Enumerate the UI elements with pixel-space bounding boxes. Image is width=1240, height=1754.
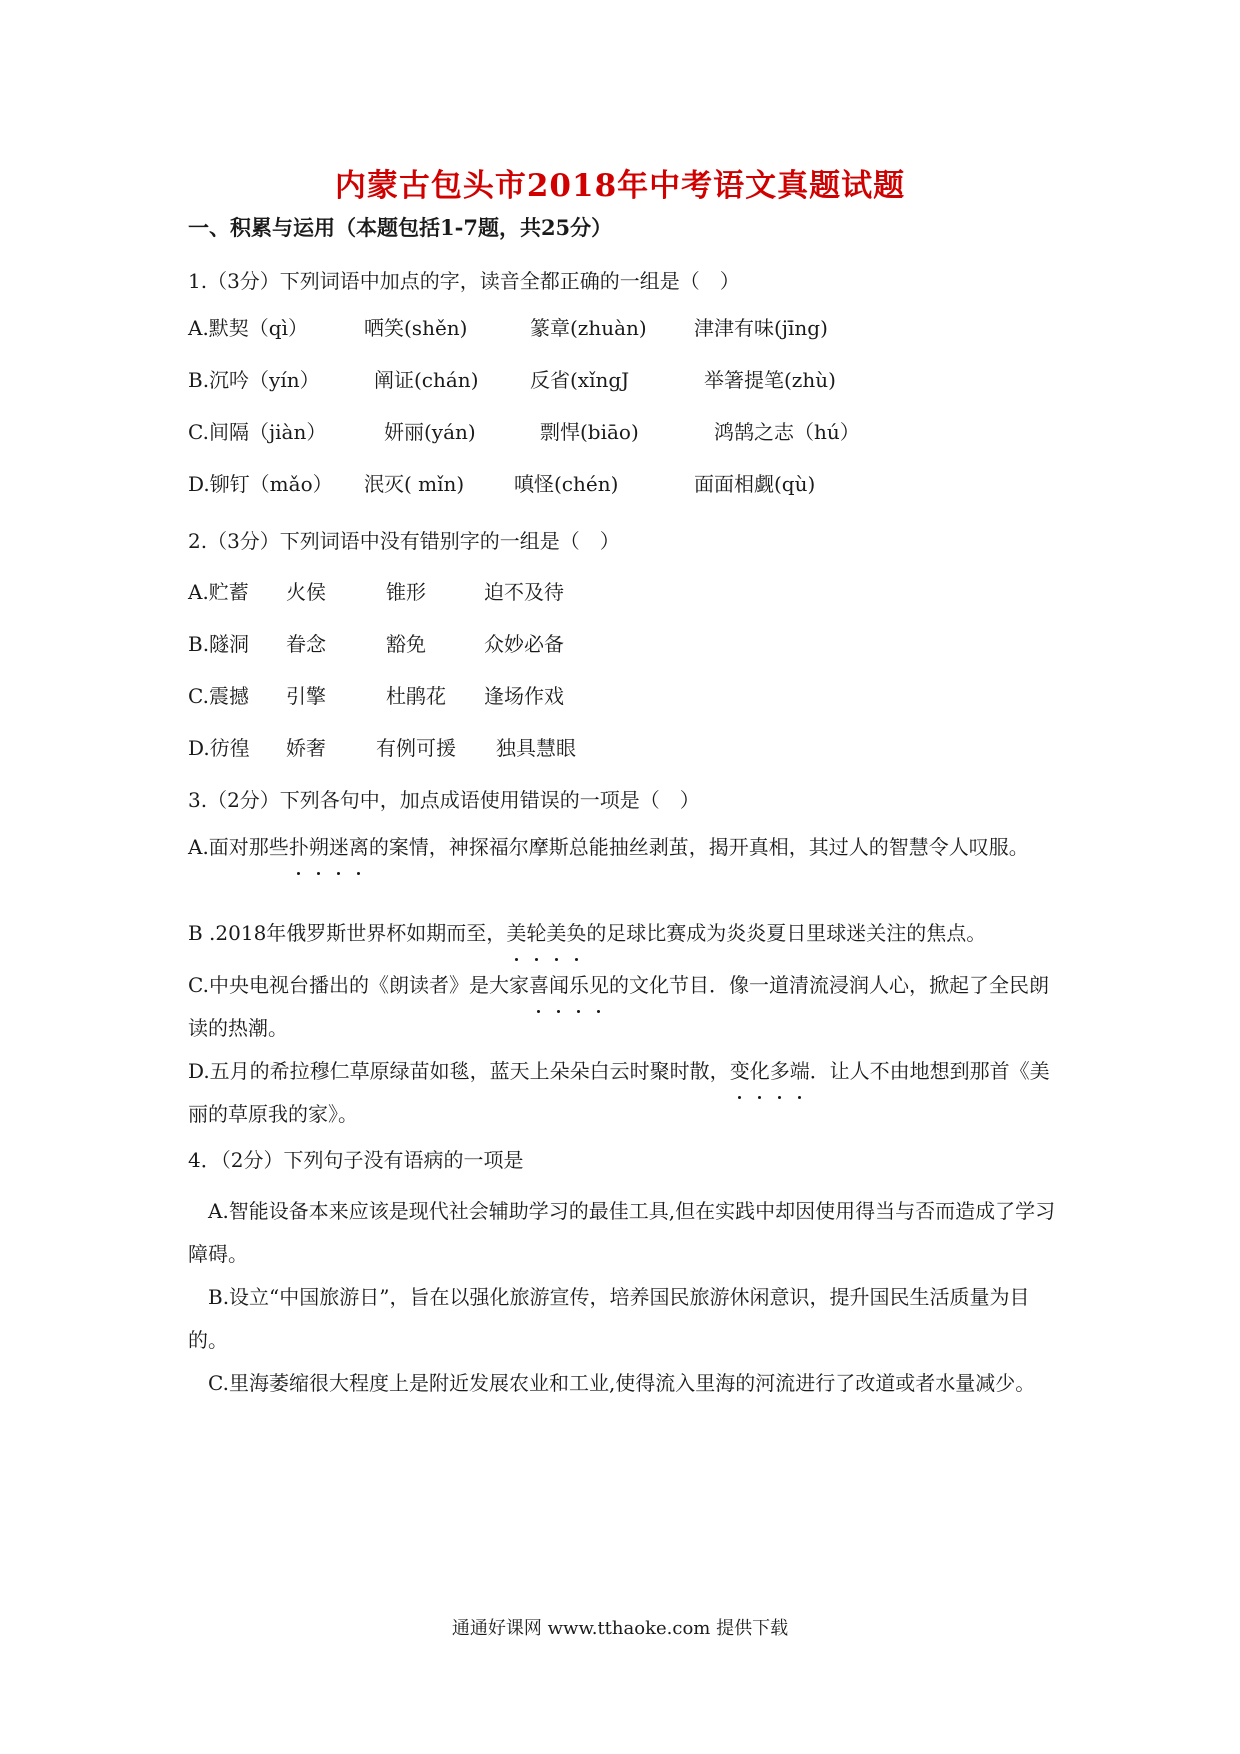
- option-word: 泯灭( mǐn): [364, 472, 465, 496]
- option-text: 的足球比赛成为炎炎夏日里球迷关注的焦点。: [586, 921, 987, 945]
- option-word: D.彷徨: [188, 736, 250, 760]
- dotted-char: 变: [730, 1050, 750, 1093]
- option-text: 的文化节目．像一道清流浸润人心，掀起了全民朗读的热潮。: [188, 973, 1049, 1040]
- option-word: 有例可援: [376, 736, 456, 760]
- dotted-char: 见: [589, 964, 609, 1007]
- dotted-idiom: [289, 835, 369, 859]
- option-word: 逢场作戏: [484, 684, 564, 708]
- dotted-char: 化: [750, 1050, 770, 1093]
- option-word: 举箸提笔(zhù): [704, 368, 836, 392]
- question-3-option-d: [188, 1050, 1060, 1136]
- question-3-option-a: [188, 826, 1060, 869]
- dotted-char: 喜: [529, 964, 549, 1007]
- option-word: 津津有味(jīng): [694, 316, 828, 340]
- option-word: 哂笑(shěn): [364, 316, 468, 340]
- question-1-stem: 1.（3分）下列词语中加点的字，读音全都正确的一组是（ ）: [188, 269, 740, 293]
- dotted-char: 美: [546, 912, 566, 955]
- dotted-char: 多: [770, 1050, 790, 1093]
- section-heading: 一、积累与运用（本题包括1-7题，共25分）: [188, 215, 613, 240]
- dotted-char: 端: [790, 1050, 810, 1093]
- option-word: 鸿鹄之志（hú）: [714, 420, 860, 444]
- option-word: A.贮蓄: [188, 580, 249, 604]
- option-word: 豁免: [386, 632, 426, 656]
- option-word: 嗔怪(chén): [514, 472, 619, 496]
- option-word: 妍丽(yán): [384, 420, 476, 444]
- option-word: 篆章(zhuàn): [530, 316, 647, 340]
- option-word: 面面相觑(qù): [694, 472, 816, 496]
- dotted-char: 扑: [289, 826, 309, 869]
- option-word: 剽悍(biāo): [540, 420, 639, 444]
- dotted-char: 美: [506, 912, 526, 955]
- option-word: 娇奢: [286, 736, 326, 760]
- question-3-option-b: [188, 912, 1060, 955]
- option-word: 火侯: [286, 580, 326, 604]
- dotted-char: 离: [349, 826, 369, 869]
- option-text: C.中央电视台播出的《朗读者》是大家: [188, 973, 529, 997]
- option-text: 的案情，神探福尔摩斯总能抽丝剥茧，揭开真相，其过人的智慧令人叹服。: [368, 835, 1029, 859]
- dotted-char: 迷: [329, 826, 349, 869]
- option-word: 锥形: [386, 580, 426, 604]
- option-word: 杜鹃花: [386, 684, 446, 708]
- dotted-char: 闻: [549, 964, 569, 1007]
- dotted-char: 乐: [569, 964, 589, 1007]
- question-4-option-c: C.里海萎缩很大程度上是附近发展农业和工业,使得流入里海的河流进行了改道或者水量减少。: [208, 1371, 1036, 1395]
- footer-source: 通通好课网 www.tthaoke.com 提供下载: [451, 1618, 789, 1639]
- question-3-option-c: [188, 964, 1060, 1050]
- question-4-stem: 4．（2分）下列句子没有语病的一项是: [188, 1148, 524, 1172]
- option-word: B.隧洞: [188, 632, 250, 656]
- option-word: 反省(xǐngJ: [530, 368, 630, 392]
- option-text: B .2018年俄罗斯世界杯如期而至，: [188, 921, 507, 945]
- question-4-option-b: B.设立“中国旅游日”，旨在以强化旅游宣传，培养国民旅游休闲意识，提升国民生活质量为目的。: [188, 1285, 1030, 1352]
- option-text: ．让人不由地想到那首《美丽的草原我的家》。: [188, 1059, 1050, 1126]
- option-word: 阐证(chán): [374, 368, 479, 392]
- option-word: A.默契（qì）: [188, 316, 308, 340]
- option-word: 迫不及待: [484, 580, 564, 604]
- option-text: D.五月的希拉穆仁草原绿苗如毯，蓝天上朵朵白云时聚时散，: [188, 1059, 730, 1083]
- dotted-char: 奂: [566, 912, 586, 955]
- dotted-idiom: [506, 921, 586, 945]
- option-word: 独具慧眼: [496, 736, 576, 760]
- dotted-idiom: [529, 973, 609, 997]
- option-word: 眷念: [286, 632, 326, 656]
- option-word: B.沉吟（yín）: [188, 368, 320, 392]
- page-title: 内蒙古包头市2018年中考语文真题试题: [334, 168, 906, 204]
- dotted-char: 轮: [526, 912, 546, 955]
- option-word: 众妙必备: [484, 632, 564, 656]
- question-2-stem: 2.（3分）下列词语中没有错别字的一组是（ ）: [188, 529, 620, 553]
- option-word: C.震撼: [188, 684, 249, 708]
- option-word: C.间隔（jiàn）: [188, 420, 327, 444]
- dotted-idiom: [730, 1059, 810, 1083]
- option-text: A.面对那些: [188, 835, 289, 859]
- option-word: D.铆钉（mǎo）: [188, 472, 333, 496]
- question-4-option-a: A.智能设备本来应该是现代社会辅助学习的最佳工具,但在实践中却因使用得当与否而造成了学习障碍。: [188, 1199, 1056, 1266]
- option-word: 引擎: [286, 684, 326, 708]
- dotted-char: 朔: [309, 826, 329, 869]
- question-3-stem: 3.（2分）下列各句中，加点成语使用错误的一项是（ ）: [188, 788, 700, 812]
